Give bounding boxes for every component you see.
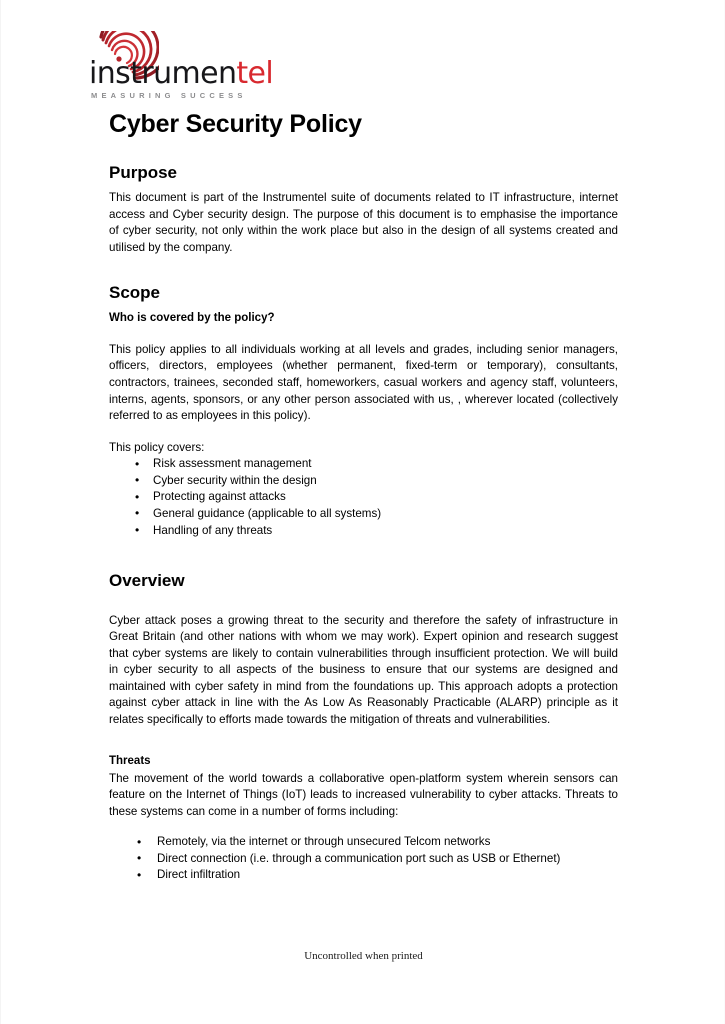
list-item: • Protecting against attacks — [109, 489, 618, 506]
logo-tagline: MEASURING SUCCESS — [91, 91, 247, 100]
scope-subheading: Who is covered by the policy? — [109, 311, 275, 324]
list-item: • General guidance (applicable to all systems) — [109, 506, 618, 523]
page-title: Cyber Security Policy — [109, 110, 362, 138]
policy-covers-list — [109, 456, 618, 539]
company-logo — [75, 31, 305, 103]
section-heading-overview: Overview — [109, 571, 185, 591]
list-item: • Direct infiltration — [109, 867, 618, 884]
page-footer: Uncontrolled when printed — [304, 950, 423, 962]
section-heading-scope: Scope — [109, 283, 161, 303]
threats-paragraph: The movement of the world towards a collaborative open-platform system wherein sensors can feature on the Internet of Things (IoT) leads to increased vulnerability to cyber attacks. Threats to these systems can come in a number of forms including: — [109, 771, 618, 818]
threats-list — [109, 834, 618, 884]
logo-wordmark-dark: instrumen — [89, 56, 237, 91]
section-heading-purpose: Purpose — [109, 162, 178, 182]
threats-subheading: Threats — [109, 754, 151, 767]
list-item: • Risk assessment management — [109, 456, 618, 473]
scope-paragraph: This policy applies to all individuals working at all levels and grades, including senior managers, officers, directors, employees (whether permanent, fixed-term or temporary), consultants, contractors, trainees, seconded staff, homeworkers, casual workers and agency staff, volunteers, interns, agents, sponsors, or any other person associated with us, , wherever located (collectively referred to as employees in this policy). — [109, 342, 618, 423]
logo-wordmark-red: tel — [236, 56, 274, 91]
list-item: • Direct connection (i.e. through a communication port such as USB or Ethernet) — [109, 851, 618, 868]
purpose-paragraph: This document is part of the Instrumentel suite of documents related to IT infrastructure, internet access and Cyber security design. The purpose of this document is to emphasise the importance of cyber security, not only within the work place but also in the design of all systems created and utilised by the company. — [109, 191, 618, 254]
list-item: • Handling of any threats — [109, 523, 618, 540]
logo-wordmark — [89, 56, 274, 91]
document-body — [109, 110, 618, 884]
list-item: • Remotely, via the internet or through unsecured Telcom networks — [109, 834, 618, 851]
policy-covers-intro: This policy covers: — [109, 440, 205, 454]
list-item: • Cyber security within the design — [109, 473, 618, 490]
overview-paragraph: Cyber attack poses a growing threat to the security and therefore the safety of infrastructure in Great Britain (and other nations with whom we may work). Expert opinion and research suggest that cyber systems are likely to contain vulnerabilities through insufficient protection. We will build in cyber security to all aspects of the business to ensure that our systems are designed and maintained with cyber safety in mind from the foundations up. This approach adopts a protection against cyber attack in line with the As Low As Reasonably Practicable (ALARP) principle as it relates specifically to efforts made towards the mitigation of threats and vulnerabilities. — [109, 613, 618, 726]
